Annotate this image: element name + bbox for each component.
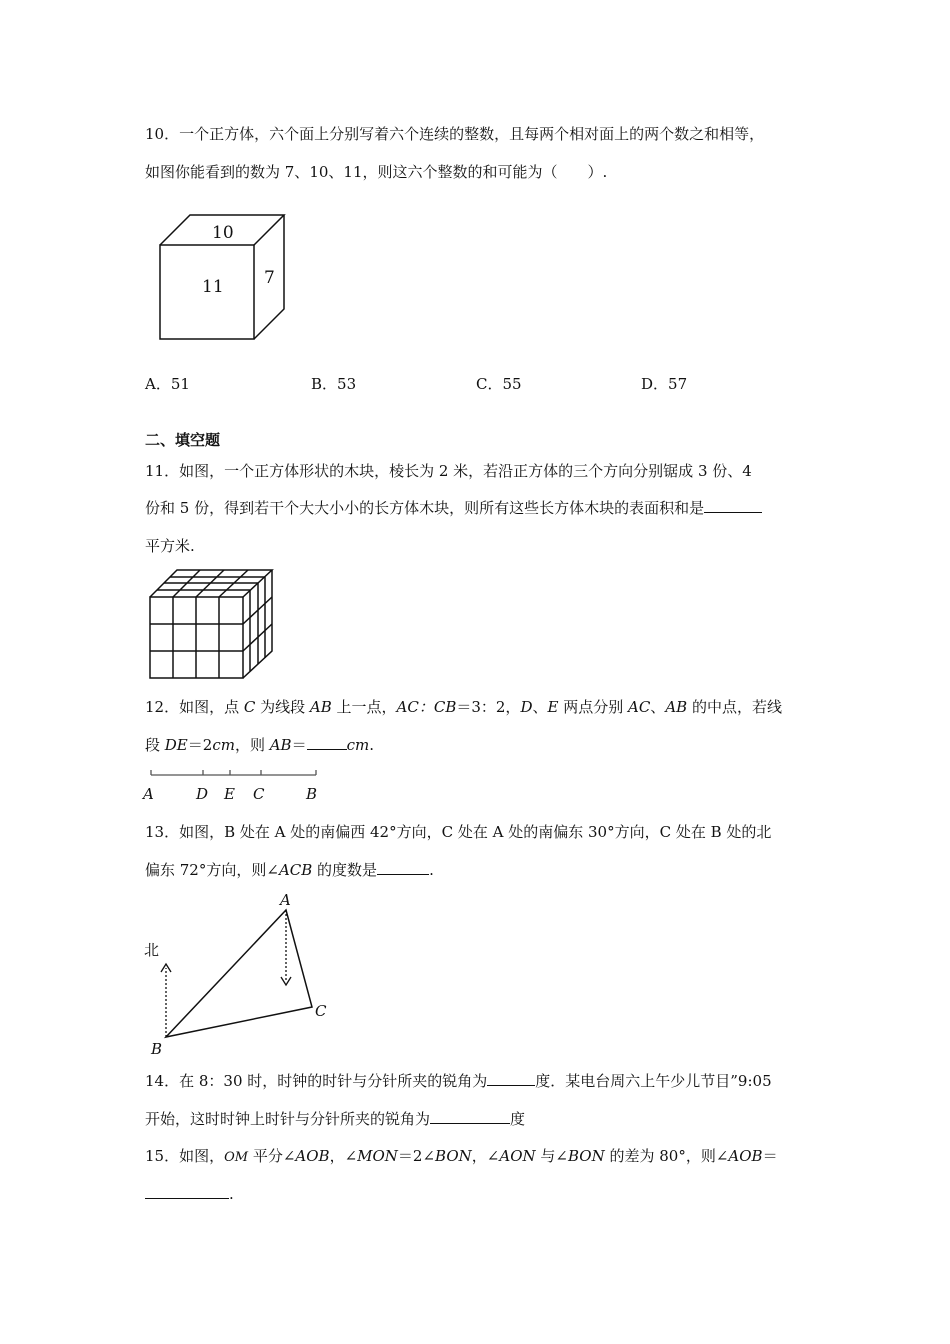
q10-line2: 如图你能看到的数为 7、10、11，则这六个整数的和可能为（ ）. [145,163,608,181]
q13-line1: 13．如图，B 处在 A 处的南偏西 42°方向，C 处在 A 处的南偏东 30°方向，C 处在 B 处的北 [145,823,772,841]
point-c-label: C [315,1002,327,1020]
q11-line3: 平方米. [145,537,195,555]
segment-figure [143,768,323,804]
q13-answer-blank[interactable] [377,860,429,875]
cube-side-number: 7 [264,268,275,288]
q11-line2: 份和 5 份，得到若干个大大小小的长方体木块，则所有这些长方体木块的表面积和是 [145,498,762,518]
cube-front-number: 11 [202,277,224,297]
q13-line2: 偏东 72°方向，则∠ACB 的度数是 . [145,861,434,879]
q14-answer-blank-1[interactable] [487,1071,535,1086]
option-a[interactable]: A．51 [145,375,190,393]
q11-answer-blank[interactable] [704,498,762,513]
label-e: E [224,785,235,803]
q10-line1: 10．一个正方体，六个面上分别写着六个连续的整数，且每两个相对面上的两个数之和相等， [145,125,765,143]
point-a-label: A [280,891,291,909]
q15-line1: 15．如图，OM 平分∠AOB，∠MON＝2∠BON，∠AON 与∠BON 的差为 80°，则∠AOB＝ [145,1147,778,1165]
option-c[interactable]: C．55 [476,375,522,393]
label-d: D [196,785,209,803]
option-d[interactable]: D．57 [641,375,688,393]
q11-line1: 11．如图，一个正方体形状的木块，棱长为 2 米，若沿正方体的三个方向分别锯成 3 份、4 [145,462,752,480]
north-label: 北 [144,941,160,959]
section-title: 二、填空题 [145,431,221,449]
q14-answer-blank-2[interactable] [430,1109,510,1124]
label-b: B [306,785,318,803]
q14-line1: 14．在 8：30 时，时钟的时针与分针所夹的锐角为 度．某电台周六上午少儿节目”9:05 [145,1072,772,1090]
cut-cube-figure [148,568,276,680]
cube-top-number: 10 [212,223,234,243]
q15-answer-blank[interactable] [145,1184,229,1199]
q12-answer-blank[interactable] [307,735,347,750]
label-c: C [253,785,265,803]
q12-line1: 12．如图，点 C 为线段 AB 上一点，AC：CB＝3：2，D、E 两点分别 AC、AB 的中点，若线 [145,698,782,716]
cube-figure [158,213,288,343]
q15-line2: . [145,1184,234,1204]
q14-line2: 开始，这时时钟上时针与分针所夹的锐角为 度 [145,1110,526,1128]
option-b[interactable]: B．53 [311,375,357,393]
label-a: A [143,785,154,803]
q12-line2: 段 DE＝2cm，则 AB＝ cm. [145,736,374,754]
direction-figure [140,890,340,1060]
point-b-label: B [151,1040,163,1058]
